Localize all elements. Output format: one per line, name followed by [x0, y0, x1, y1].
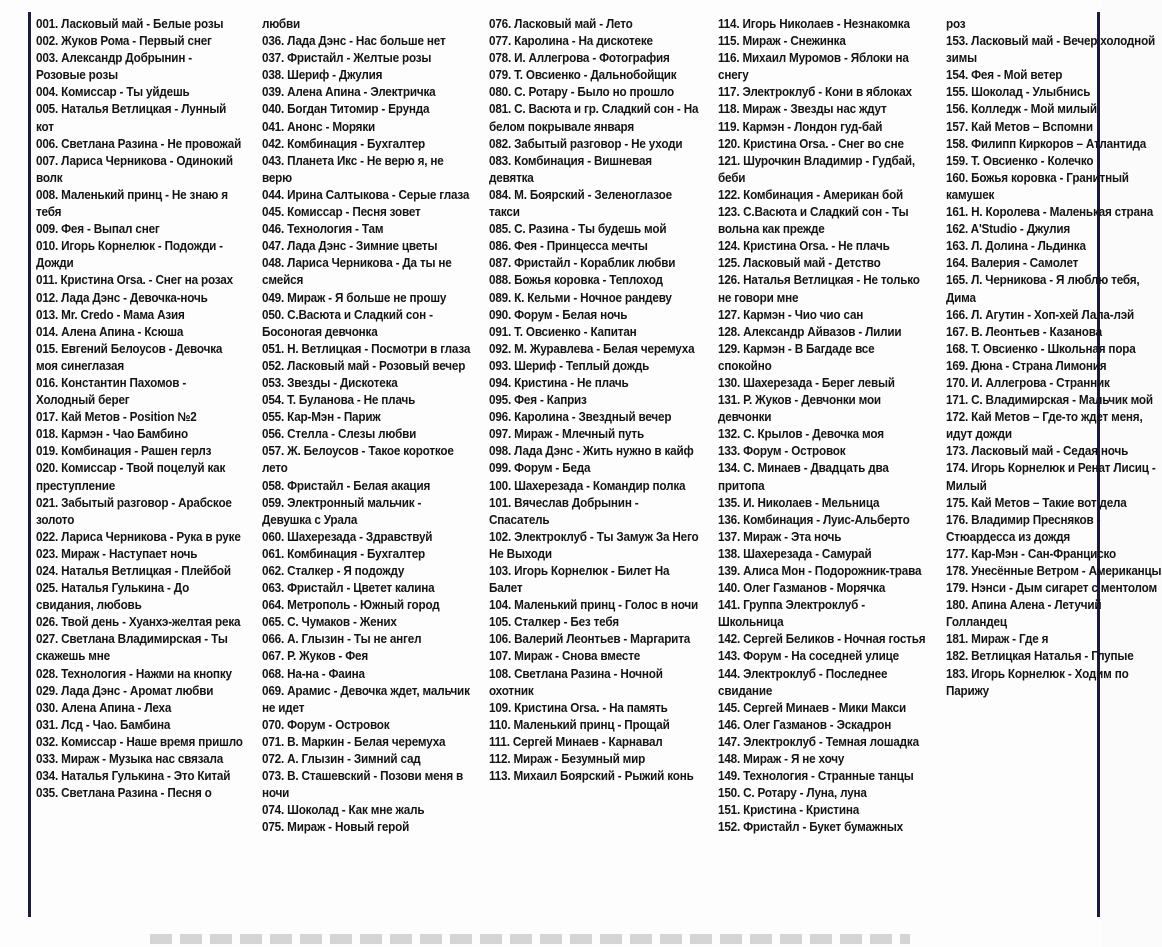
song-item: 124. Кристина Orsa. - Не плачь: [718, 239, 890, 254]
song-item: 031. Лсд - Чао. Бамбина: [36, 717, 171, 732]
song-item: 024. Наталья Ветлицкая - Плейбой: [36, 564, 231, 578]
song-item: 177. Кар-Мэн - Сан-Франциско: [946, 546, 1117, 561]
song-item: 078. И. Аллегрова - Фотография: [489, 51, 670, 66]
song-item: 179. Нэнси - Дым сигарет с ментолом: [946, 581, 1157, 596]
song-item: 033. Мираж - Музыка нас связала: [36, 752, 224, 767]
song-item: роз: [946, 17, 966, 31]
song-item: 106. Валерий Леонтьев - Маргарита: [489, 632, 691, 647]
song-item: 055. Кар-Мэн - Париж: [262, 410, 381, 425]
song-item: 182. Ветлицкая Наталья - Глупые: [946, 649, 1134, 664]
song-item: 134. С. Минаев - Двадцать два притопа: [718, 461, 889, 493]
song-item: 050. С.Васюта и Сладкий сон - Босоногая девчонка: [262, 307, 433, 339]
song-item: 074. Шоколад - Как мне жаль: [262, 803, 425, 818]
song-item: 104. Маленький принц - Голос в ночи: [489, 598, 699, 613]
song-item: 069. Арамис - Девочка ждет, мальчик не идет: [262, 683, 470, 715]
song-item: 017. Кай Метов - Position №2: [36, 410, 197, 425]
song-item: 005. Наталья Ветлицкая - Лунный кот: [36, 102, 227, 134]
song-item: 008. Маленький принц - Не знаю я тебя: [36, 187, 228, 220]
song-item: 132. С. Крылов - Девочка моя: [718, 427, 884, 442]
song-item: 022. Лариса Черникова - Рука в руке: [36, 529, 241, 544]
song-item: 135. И. Николаев - Мельница: [718, 495, 880, 510]
song-item: 015. Евгений Белоусов - Девочка моя синеглазая: [36, 341, 223, 373]
song-item: 099. Форум - Беда: [489, 461, 591, 476]
song-item: 016. Константин Пахомов - Холодный берег: [36, 375, 187, 408]
song-item: 146. Олег Газманов - Эскадрон: [718, 717, 892, 732]
song-item: 051. Н. Ветлицкая - Посмотри в глаза: [262, 341, 471, 356]
song-item: 067. Р. Жуков - Фея: [262, 649, 369, 664]
song-item: 041. Анонс - Моряки: [262, 119, 376, 134]
song-item: 174. Игорь Корнелюк и Ренат Лисиц - Милый: [946, 461, 1156, 493]
song-item: 071. В. Маркин - Белая черемуха: [262, 734, 446, 749]
song-item: 098. Лада Дэнс - Жить нужно в кайф: [489, 444, 694, 459]
song-item: 084. М. Боярский - Зеленоглазое такси: [489, 187, 672, 220]
song-item: 112. Мираж - Безумный мир: [489, 752, 646, 767]
song-item: 083. Комбинация - Вишневая девятка: [489, 153, 652, 185]
song-column-5: [946, 16, 1162, 700]
song-item: 171. С. Владимирская - Мальчик мой: [946, 393, 1153, 408]
song-item: 139. Алиса Мон - Подорожник-трава: [718, 564, 922, 578]
song-item: 038. Шериф - Джулия: [262, 68, 383, 83]
song-item: 157. Кай Метов – Вспомни: [946, 119, 1093, 134]
song-item: 123. С.Васюта и Сладкий сон - Ты вольна как прежде: [718, 205, 909, 237]
song-item: 136. Комбинация - Луис-Альберто: [718, 512, 910, 527]
song-item: 036. Лада Дэнс - Нас больше нет: [262, 34, 446, 49]
song-item: 021. Забытый разговор - Арабское золото: [36, 495, 232, 527]
song-item: 023. Мираж - Наступает ночь: [36, 546, 198, 561]
song-item: 140. Олег Газманов - Морячка: [718, 581, 886, 596]
song-item: 181. Мираж - Где я: [946, 632, 1049, 647]
song-item: 029. Лада Дэнс - Аромат любви: [36, 683, 214, 698]
song-item: 056. Стелла - Слезы любви: [262, 427, 417, 442]
song-item: 183. Игорь Корнелюк - Ходим по Парижу: [946, 666, 1129, 698]
song-column-3: [489, 16, 699, 785]
song-item: 053. Звезды - Дискотека: [262, 375, 398, 390]
song-item: 122. Комбинация - Американ бой: [718, 187, 904, 202]
song-item: 082. Забытый разговор - Не уходи: [489, 136, 683, 151]
song-item: 047. Лада Дэнс - Зимние цветы: [262, 239, 438, 254]
song-item: любви: [262, 17, 300, 31]
song-item: 048. Лариса Черникова - Да ты не смейся: [262, 256, 452, 288]
song-item: 035. Светлана Разина - Песня о: [36, 786, 212, 801]
song-item: 178. Унесённые Ветром - Американцы: [946, 564, 1162, 578]
song-item: 062. Сталкер - Я подожду: [262, 564, 405, 578]
song-item: 107. Мираж - Снова вместе: [489, 649, 641, 664]
song-item: 019. Комбинация - Рашен герлз: [36, 444, 212, 459]
song-item: 028. Технология - Нажми на кнопку: [36, 666, 232, 681]
footer-text-fragment: [150, 934, 910, 944]
song-item: 057. Ж. Белоусов - Такое короткое лето: [262, 444, 454, 476]
song-item: 010. Игорь Корнелюк - Подожди - Дожди: [36, 239, 223, 271]
song-item: 007. Лариса Черникова - Одинокий волк: [36, 153, 233, 185]
song-item: 090. Форум - Белая ночь: [489, 307, 628, 322]
song-item: 163. Л. Долина - Льдинка: [946, 239, 1086, 254]
song-item: 079. Т. Овсиенко - Дальнобойщик: [489, 68, 677, 83]
song-item: 014. Алена Апина - Ксюша: [36, 324, 184, 339]
song-item: 001. Ласковый май - Белые розы: [36, 17, 224, 31]
song-item: 164. Валерия - Самолет: [946, 256, 1079, 271]
song-column-1: [36, 16, 244, 802]
song-item: 160. Божья коровка - Гранитный камушек: [946, 170, 1129, 202]
song-item: 045. Комиссар - Песня зовет: [262, 205, 421, 220]
song-item: 102. Электроклуб - Ты Замуж За Него Не Выходи: [489, 529, 699, 561]
song-item: 100. Шахерезада - Командир полка: [489, 478, 686, 493]
song-item: 030. Алена Апина - Леха: [36, 700, 172, 715]
song-item: 151. Кристина - Кристина: [718, 803, 860, 818]
song-item: 059. Электронный мальчик - Девушка с Урала: [262, 495, 422, 527]
song-item: 080. С. Ротару - Было но прошло: [489, 85, 674, 100]
song-item: 011. Кристина Orsa. - Снег на розах: [36, 273, 233, 288]
song-item: 089. К. Кельми - Ночное рандеву: [489, 290, 672, 305]
song-item: 043. Планета Икс - Не верю я, не верю: [262, 153, 444, 185]
song-item: 046. Технология - Там: [262, 222, 384, 237]
song-item: 169. Дюна - Страна Лимония: [946, 358, 1107, 373]
song-item: 138. Шахерезада - Самурай: [718, 546, 872, 561]
song-item: 147. Электроклуб - Темная лошадка: [718, 734, 919, 749]
song-item: 020. Комиссар - Твой поцелуй как преступление: [36, 461, 226, 493]
song-item: 002. Жуков Рома - Первый снег: [36, 34, 212, 49]
song-item: 116. Михаил Муромов - Яблоки на снегу: [718, 51, 909, 83]
song-item: 133. Форум - Островок: [718, 444, 846, 459]
song-item: 026. Твой день - Хуанхэ-желтая река: [36, 615, 241, 630]
song-item: 004. Комиссар - Ты уйдешь: [36, 85, 190, 100]
song-item: 150. С. Ротару - Луна, луна: [718, 786, 867, 801]
song-item: 115. Мираж - Снежинка: [718, 34, 846, 49]
song-item: 096. Каролина - Звездный вечер: [489, 410, 672, 425]
song-item: 172. Кай Метов – Где-то ждет меня, идут дожди: [946, 410, 1143, 442]
song-item: 176. Владимир Пресняков - Стюардесса из дождя: [946, 512, 1101, 544]
song-item: 063. Фристайл - Цветет калина: [262, 581, 435, 596]
song-item: 075. Мираж - Новый герой: [262, 820, 410, 835]
song-item: 117. Электроклуб - Кони в яблоках: [718, 85, 912, 100]
song-item: 091. Т. Овсиенко - Капитан: [489, 324, 637, 339]
song-item: 037. Фристайл - Желтые розы: [262, 51, 432, 66]
song-item: 061. Комбинация - Бухгалтер: [262, 546, 426, 561]
song-item: 126. Наталья Ветлицкая - Не только не говори мне: [718, 273, 920, 305]
song-item: 060. Шахерезада - Здравствуй: [262, 529, 433, 544]
song-item: 085. С. Разина - Ты будешь мой: [489, 222, 667, 237]
song-item: 158. Филипп Киркоров – Атлантида: [946, 136, 1147, 151]
song-item: 077. Каролина - На дискотеке: [489, 34, 653, 49]
song-item: 114. Игорь Николаев - Незнакомка: [718, 17, 910, 31]
song-item: 044. Ирина Салтыкова - Серые глаза: [262, 187, 470, 202]
song-item: 113. Михаил Боярский - Рыжий конь: [489, 769, 694, 784]
song-item: 152. Фристайл - Букет бумажных: [718, 820, 903, 835]
song-item: 180. Апина Алена - Летучий Голландец: [946, 598, 1102, 630]
song-item: 003. Александр Добрынин - Розовые розы: [36, 51, 192, 83]
song-item: 131. Р. Жуков - Девчонки мои девчонки: [718, 393, 881, 425]
song-item: 111. Сергей Минаев - Карнавал: [489, 734, 663, 749]
song-item: 166. Л. Агутин - Хоп-хей Лала-лэй: [946, 307, 1135, 322]
song-item: 058. Фристайл - Белая акация: [262, 478, 431, 493]
song-item: 121. Шурочкин Владимир - Гудбай, беби: [718, 153, 915, 185]
song-item: 092. М. Журавлева - Белая черемуха: [489, 341, 695, 356]
song-item: 027. Светлана Владимирская - Ты скажешь мне: [36, 632, 228, 664]
song-item: 101. Вячеслав Добрынин - Спасатель: [489, 495, 639, 527]
song-item: 073. В. Сташевский - Позови меня в ночи: [262, 769, 464, 801]
song-item: 009. Фея - Выпал снег: [36, 222, 160, 237]
song-item: 034. Наталья Гулькина - Это Китай: [36, 769, 231, 784]
song-item: 159. Т. Овсиенко - Колечко: [946, 153, 1094, 168]
song-item: 149. Технология - Странные танцы: [718, 769, 914, 784]
song-item: 162. A'Studio - Джулия: [946, 222, 1071, 237]
song-item: 167. В. Леонтьев - Казанова: [946, 324, 1102, 339]
song-item: 161. Н. Королева - Маленькая страна: [946, 205, 1154, 220]
song-item: 072. А. Глызин - Зимний сад: [262, 752, 421, 767]
song-item: 093. Шериф - Теплый дождь: [489, 358, 650, 373]
song-item: 103. Игорь Корнелюк - Билет На Балет: [489, 564, 670, 596]
song-item: 070. Форум - Островок: [262, 717, 390, 732]
song-item: 154. Фея - Мой ветер: [946, 68, 1063, 83]
song-item: 142. Сергей Беликов - Ночная гостья: [718, 632, 926, 647]
song-item: 040. Богдан Титомир - Ерунда: [262, 102, 430, 117]
song-item: 168. Т. Овсиенко - Школьная пора: [946, 341, 1136, 356]
song-item: 130. Шахерезада - Берег левый: [718, 375, 895, 390]
song-item: 127. Кармэн - Чио чио сан: [718, 307, 864, 322]
song-item: 066. А. Глызин - Ты не ангел: [262, 632, 422, 647]
song-item: 108. Светлана Разина - Ночной охотник: [489, 666, 663, 698]
song-item: 039. Алена Апина - Электричка: [262, 85, 436, 100]
song-item: 054. Т. Буланова - Не плачь: [262, 393, 416, 408]
song-item: 064. Метрополь - Южный город: [262, 598, 440, 613]
song-item: 076. Ласковый май - Лето: [489, 17, 633, 31]
song-item: 125. Ласковый май - Детство: [718, 256, 881, 271]
song-item: 097. Мираж - Млечный путь: [489, 427, 645, 442]
song-item: 165. Л. Черникова - Я люблю тебя, Дима: [946, 273, 1140, 305]
song-item: 006. Светлана Разина - Не провожай: [36, 136, 242, 151]
song-item: 153. Ласковый май - Вечер холодной зимы: [946, 34, 1156, 66]
song-item: 128. Александр Айвазов - Лилии: [718, 324, 902, 339]
song-item: 141. Группа Электроклуб - Школьница: [718, 598, 865, 630]
song-item: 018. Кармэн - Чао Бамбино: [36, 427, 188, 442]
song-item: 129. Кармэн - В Багдаде все спокойно: [718, 341, 875, 373]
song-item: 156. Колледж - Мой милый: [946, 102, 1097, 117]
song-item: 012. Лада Дэнс - Девочка-ночь: [36, 290, 208, 305]
song-item: 025. Наталья Гулькина - До свидания, любовь: [36, 581, 190, 613]
song-item: 144. Электроклуб - Последнее свидание: [718, 666, 888, 698]
song-item: 145. Сергей Минаев - Мики Макси: [718, 700, 907, 715]
song-item: 087. Фристайл - Кораблик любви: [489, 256, 676, 271]
song-item: 143. Форум - На соседней улице: [718, 649, 900, 664]
song-item: 068. На-на - Фаина: [262, 666, 365, 681]
song-column-2: [262, 16, 470, 837]
column-rule: [28, 12, 31, 917]
song-item: 042. Комбинация - Бухгалтер: [262, 136, 426, 151]
song-item: 155. Шоколад - Улыбнись: [946, 85, 1091, 100]
song-item: 105. Сталкер - Без тебя: [489, 615, 619, 630]
song-item: 137. Мираж - Эта ночь: [718, 529, 842, 544]
song-item: 086. Фея - Принцесса мечты: [489, 239, 648, 254]
song-item: 120. Кристина Orsa. - Снег во сне: [718, 136, 904, 151]
song-item: 013. Mr. Credo - Мама Азия: [36, 307, 185, 322]
song-item: 065. С. Чумаков - Жених: [262, 615, 397, 630]
song-item: 049. Мираж - Я больше не прошу: [262, 290, 447, 305]
song-item: 095. Фея - Каприз: [489, 393, 587, 408]
song-item: 110. Маленький принц - Прощай: [489, 717, 670, 732]
song-item: 109. Кристина Orsa. - На память: [489, 700, 668, 715]
song-item: 081. С. Васюта и гр. Сладкий сон - На белом покрывале января: [489, 102, 699, 134]
song-item: 173. Ласковый май - Седая ночь: [946, 444, 1129, 459]
song-item: 175. Кай Метов – Такие вот дела: [946, 495, 1127, 510]
song-item: 170. И. Аллегрова - Странник: [946, 375, 1110, 390]
song-item: 148. Мираж - Я не хочу: [718, 752, 845, 767]
song-column-4: [718, 16, 926, 837]
song-item: 032. Комиссар - Наше время пришло: [36, 734, 243, 749]
song-item: 118. Мираж - Звезды нас ждут: [718, 102, 887, 117]
song-item: 088. Божья коровка - Теплоход: [489, 273, 663, 288]
song-item: 119. Кармэн - Лондон гуд-бай: [718, 119, 883, 134]
song-item: 052. Ласковый май - Розовый вечер: [262, 358, 466, 373]
song-item: 094. Кристина - Не плачь: [489, 375, 629, 390]
